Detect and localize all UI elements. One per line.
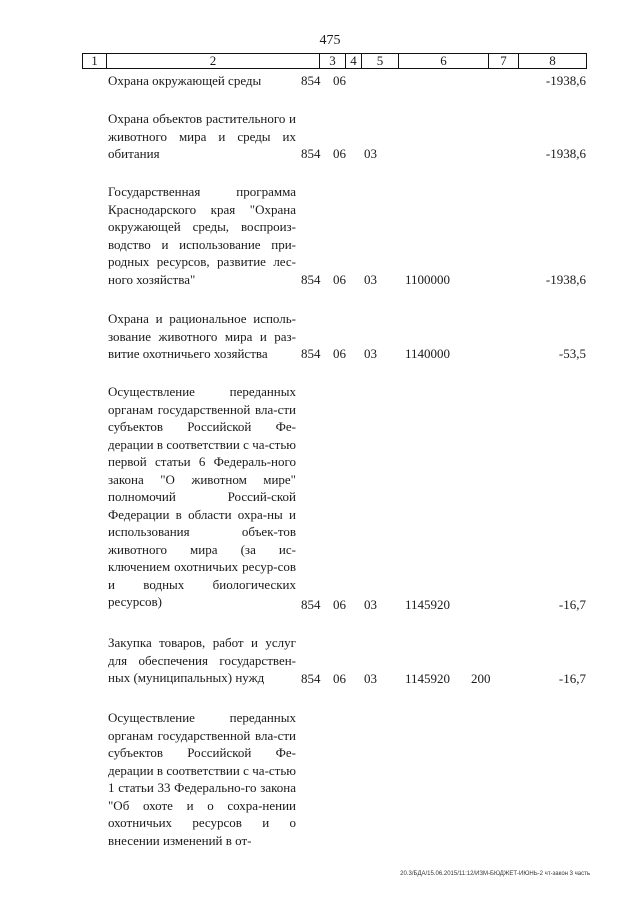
- row-code-3: 854: [301, 671, 321, 686]
- row-code-4: 06: [333, 671, 346, 686]
- row-code-3: 854: [301, 346, 321, 361]
- header-col-7: 7: [489, 54, 519, 68]
- row-code-6: 1100000: [405, 272, 451, 287]
- row-code-3: 854: [301, 597, 321, 612]
- row-description: Охрана объектов растительного и животного мира и среды их обитания: [108, 111, 296, 161]
- row-amount: -53,5: [558, 346, 586, 361]
- row-code-5: 03: [364, 272, 377, 287]
- row-code-4: 06: [333, 73, 346, 88]
- row-description: Осуществление переданных органам государственной вла-сти субъектов Российской Фе-дерации в соответствии с ча-стью 1 статьи 33 Федерально-го закона "Об охоте и о сохра-нении охотничьих ресурсов и о внесении изменений в от-: [108, 710, 296, 848]
- document-footer: 20.3/БДА/15.06.2015/11:12/ИЗМ-БЮДЖЕТ-ИЮНЬ-2 чт-закон 3 часть: [400, 871, 590, 877]
- row-amount: -1938,6: [545, 73, 586, 88]
- row-code-4: 06: [333, 597, 346, 612]
- row-description: Охрана окружающей среды: [108, 73, 262, 88]
- row-code-5: 03: [364, 346, 377, 361]
- row-code-5: 03: [364, 146, 377, 161]
- row-code-3: 854: [301, 73, 321, 88]
- row-code-3: 854: [301, 146, 321, 161]
- row-code-3: 854: [301, 272, 321, 287]
- row-code-4: 06: [333, 272, 346, 287]
- row-code-4: 06: [333, 346, 346, 361]
- row-description: Осуществление переданных органам государственной вла-сти субъектов Российской Фе-дерации в соответствии с ча-стью первой статьи 6 Федераль-ного закона "О животном мире" полномочий Россий-ской Федерации в области охра-ны и использования объек-тов животного мира (за ис-ключением охотничьих ресур-сов и водных биологических ресурсов): [108, 384, 296, 609]
- header-col-6: 6: [399, 54, 489, 68]
- header-col-5: 5: [362, 54, 399, 68]
- row-code-6: 1145920: [405, 671, 451, 686]
- row-code-5: 03: [364, 671, 377, 686]
- row-code-6: 1145920: [405, 597, 451, 612]
- header-col-8: 8: [549, 53, 556, 68]
- row-amount: -1938,6: [545, 272, 586, 287]
- row-amount: -16,7: [558, 597, 586, 612]
- row-code-6: 1140000: [405, 346, 451, 361]
- header-col-3: 3: [320, 54, 346, 68]
- header-col-2: 2: [107, 54, 320, 68]
- page-number: 475: [319, 33, 341, 48]
- row-amount: -1938,6: [545, 146, 586, 161]
- row-amount: -16,7: [558, 671, 586, 686]
- row-description: Охрана и рациональное исполь-зование животного мира и раз-витие охотничьего хозяйства: [108, 311, 296, 361]
- row-code-4: 06: [333, 146, 346, 161]
- row-code-5: 03: [364, 597, 377, 612]
- header-col-4: 4: [346, 54, 362, 68]
- row-description: Закупка товаров, работ и услуг для обеспечения государствен-ных (муниципальных) нужд: [108, 635, 296, 685]
- row-description: Государственная программа Краснодарского края "Охрана окружающей среды, воспроиз-водство и использование при-родных ресурсов, развитие лес-ного хозяйства": [108, 184, 296, 287]
- header-col-1: 1: [83, 54, 107, 68]
- table-header-row: [82, 53, 587, 69]
- row-code-7: 200: [471, 671, 491, 686]
